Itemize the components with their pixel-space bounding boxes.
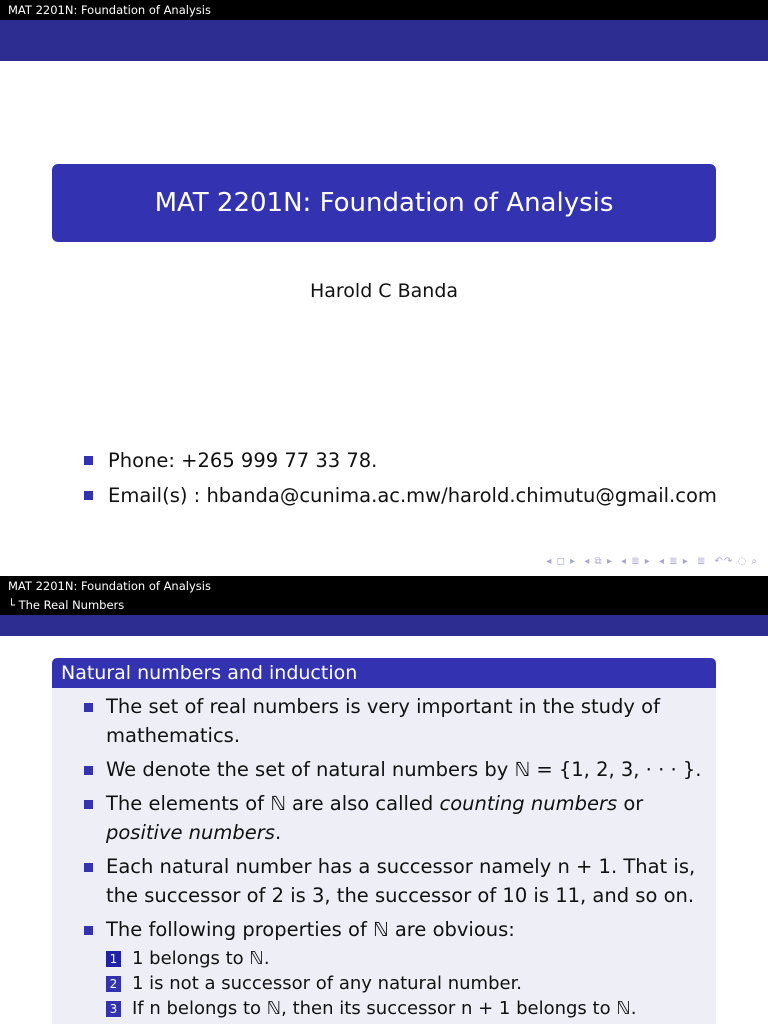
list-item: We denote the set of natural numbers by ℕ = {1, 2, 3, · · · }. — [84, 755, 704, 784]
number-badge: 3 — [106, 1001, 121, 1017]
bullet-square-icon — [84, 703, 93, 712]
contact-email: Email(s) : hbanda@cunima.ac.mw/harold.chimutu@gmail.com — [108, 484, 717, 507]
slide-title: MAT 2201N: Foundation of Analysis — [154, 188, 614, 218]
contact-item — [84, 448, 754, 473]
list-item: Each natural number has a successor namely n + 1. That is, the successor of 2 is 3, the successor of 10 is 11, and so on. — [84, 852, 704, 910]
content-bullets — [84, 692, 704, 1026]
bullet-square-icon — [84, 926, 93, 935]
bullet-square-icon — [84, 491, 93, 500]
list-item: The following properties of ℕ are obvious: 1 1 belongs to ℕ. 2 1 is not a successor of any natural number. 3 If n belongs to ℕ, then its successor n + 1 belongs to ℕ. — [84, 915, 704, 1021]
number-badge: 2 — [106, 976, 121, 992]
nav-subsection-icon[interactable]: ◂ ⧉ ▸ — [584, 556, 613, 567]
bullet-square-icon — [84, 800, 93, 809]
nav-section-icon[interactable]: ◂ ≣ ▸ — [659, 556, 689, 567]
bullet-square-icon — [84, 863, 93, 872]
contact-phone: Phone: +265 999 77 33 78. — [108, 449, 378, 472]
slide-header: MAT 2201N: Foundation of Analysis — [0, 0, 768, 20]
contact-item — [84, 483, 754, 508]
nav-toc-icon[interactable]: ≣ — [696, 556, 707, 567]
nav-section-icon[interactable]: ◂ ≣ ▸ — [621, 556, 651, 567]
number-badge: 1 — [106, 951, 121, 967]
properties-list — [106, 946, 704, 1021]
slide-subheader: └ The Real Numbers — [0, 596, 768, 615]
header-band — [0, 20, 768, 61]
list-item: The set of real numbers is very important in the study of mathematics. — [84, 692, 704, 750]
list-item: The elements of ℕ are also called counting numbers or positive numbers. — [84, 789, 704, 847]
beamer-navigation — [542, 556, 758, 567]
property-item: 3 If n belongs to ℕ, then its successor n + 1 belongs to ℕ. — [106, 996, 704, 1021]
property-item: 1 1 belongs to ℕ. — [106, 946, 704, 971]
contact-list — [84, 448, 754, 518]
author-name: Harold C Banda — [309, 280, 459, 302]
property-item: 2 1 is not a successor of any natural number. — [106, 971, 704, 996]
slide-header: MAT 2201N: Foundation of Analysis — [0, 576, 768, 596]
nav-frame-icon[interactable]: ◂ ◻ ▸ — [546, 556, 577, 567]
slide-title-box — [52, 164, 716, 242]
block-title: Natural numbers and induction — [52, 658, 716, 688]
bullet-square-icon — [84, 766, 93, 775]
header-band — [0, 615, 768, 636]
bullet-square-icon — [84, 456, 93, 465]
nav-search-icon[interactable]: ↶↷ ◌ ⌕ — [714, 556, 758, 567]
